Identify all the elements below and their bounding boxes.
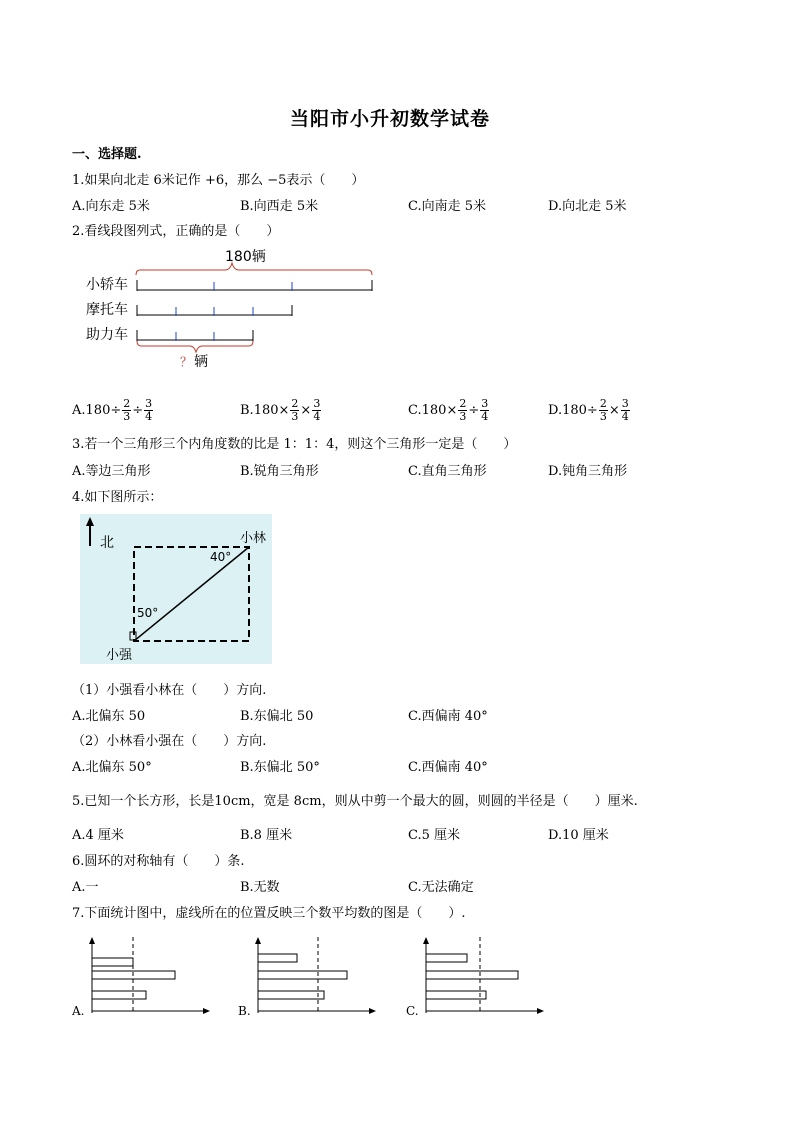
q7-b-bar-2 bbox=[258, 971, 347, 979]
q2-b-frac2: $\frac{3}{4}$ bbox=[313, 397, 321, 423]
q3-option-c[interactable]: C.直角三角形 bbox=[408, 464, 487, 479]
q1-option-d[interactable]: D.向北走 5米 bbox=[548, 199, 627, 214]
q2-d-number: 180 bbox=[562, 403, 587, 418]
q7-a-bar-1 bbox=[92, 958, 133, 966]
q7-b-bar-3 bbox=[258, 991, 324, 999]
q2-b-number: 180 bbox=[253, 403, 279, 418]
question-3-stem: 3.若一个三角形三个内角度数的比是 1：1：4，则这个三角形一定是（ ） bbox=[72, 437, 517, 452]
xiaoqiang-label: 小强 bbox=[106, 648, 133, 663]
question-mark: ？ bbox=[180, 355, 193, 369]
q2-c-op2: ÷ bbox=[468, 403, 480, 418]
q7-c-bar-1 bbox=[426, 954, 467, 962]
angle-40-label: 40° bbox=[210, 550, 232, 564]
q2-a-op1: ÷ bbox=[110, 403, 122, 418]
q6-option-a[interactable]: A.一 bbox=[72, 880, 99, 895]
q4-sub2-option-b[interactable]: B.东偏北 50° bbox=[240, 760, 320, 775]
q2-option-a[interactable] bbox=[72, 398, 154, 423]
q7-c-y-arrow bbox=[423, 937, 429, 944]
q3-option-b[interactable]: B.锐角三角形 bbox=[240, 464, 319, 479]
q2-d-frac2: $\frac{3}{4}$ bbox=[621, 397, 629, 423]
q2-option-c[interactable] bbox=[408, 398, 490, 423]
q4-sub2-option-c[interactable]: C.西偏南 40° bbox=[408, 760, 488, 775]
north-label: 北 bbox=[100, 535, 114, 551]
q5-option-a[interactable]: A.4 厘米 bbox=[72, 828, 124, 843]
q4-sub1-option-b[interactable]: B.东偏北 50 bbox=[240, 709, 314, 724]
q4-sub2-option-a[interactable]: A.北偏东 50° bbox=[72, 760, 152, 775]
q7-b-label: B. bbox=[238, 1004, 251, 1018]
q2-a-frac1: $\frac{2}{3}$ bbox=[123, 397, 131, 423]
q4-sub2-stem: （2）小林看小强在（ ）方向. bbox=[72, 734, 267, 749]
question-4-stem: 4.如下图所示： bbox=[72, 490, 163, 505]
q5-option-b[interactable]: B.8 厘米 bbox=[240, 828, 293, 843]
row-label-assist: 助力车 bbox=[86, 327, 128, 343]
q2-option-b[interactable] bbox=[240, 398, 322, 423]
segment-diagram bbox=[80, 245, 380, 375]
question-brace bbox=[137, 341, 253, 352]
total-label: 180辆 bbox=[225, 249, 266, 265]
q2-a-number: 180 bbox=[85, 403, 111, 418]
q4-sub1-stem: （1）小强看小林在（ ）方向. bbox=[72, 683, 267, 698]
q7-b-x-arrow bbox=[369, 1008, 376, 1014]
q2-c-letter: C. bbox=[408, 403, 422, 418]
q2-option-d[interactable] bbox=[548, 398, 631, 423]
q1-option-b[interactable]: B.向西走 5米 bbox=[240, 199, 319, 214]
q7-c-bar-2 bbox=[426, 971, 518, 979]
q7-b-y-arrow bbox=[255, 937, 261, 944]
row-label-car: 小轿车 bbox=[86, 277, 128, 293]
q2-b-op1: × bbox=[278, 403, 290, 418]
q7-a-y-arrow bbox=[89, 937, 95, 944]
segment-diagram-svg bbox=[80, 245, 380, 375]
row-label-moto: 摩托车 bbox=[86, 302, 128, 318]
q2-c-frac2: $\frac{3}{4}$ bbox=[481, 397, 489, 423]
xiaolin-label: 小林 bbox=[240, 531, 267, 546]
q1-option-a[interactable]: A.向东走 5米 bbox=[72, 199, 150, 214]
q7-a-x-arrow bbox=[203, 1008, 210, 1014]
north-arrow-icon bbox=[86, 517, 94, 526]
q7-c-label: C. bbox=[406, 1004, 419, 1018]
q2-a-frac2: $\frac{3}{4}$ bbox=[145, 397, 153, 423]
q7-c-bar-3 bbox=[426, 991, 486, 999]
q2-b-letter: B. bbox=[240, 403, 254, 418]
q2-a-letter: A. bbox=[72, 403, 86, 418]
q7-c-x-arrow bbox=[537, 1008, 544, 1014]
q7-chart-b[interactable] bbox=[238, 935, 388, 1021]
question-7-stem: 7.下面统计图中，虚线所在的位置反映三个数平均数的图是（ ）. bbox=[72, 906, 466, 921]
q6-option-b[interactable]: B.无数 bbox=[240, 880, 280, 895]
q7-b-bar-1 bbox=[258, 954, 297, 962]
section-heading: 一、选择题. bbox=[72, 147, 142, 162]
q5-option-d[interactable]: D.10 厘米 bbox=[548, 828, 609, 843]
q2-b-frac1: $\frac{2}{3}$ bbox=[291, 397, 299, 423]
question-6-stem: 6.圆环的对称轴有（ ）条. bbox=[72, 854, 245, 869]
q3-option-a[interactable]: A.等边三角形 bbox=[72, 464, 151, 479]
question-1-stem: 1.如果向北走 6米记作 +6，那么 −5表示（ ） bbox=[72, 173, 365, 188]
direction-figure-svg bbox=[80, 514, 272, 664]
q7-chart-c-svg bbox=[406, 935, 556, 1021]
q2-d-frac1: $\frac{2}{3}$ bbox=[599, 397, 607, 423]
angle-50-label: 50° bbox=[137, 606, 159, 620]
question-2-stem: 2.看线段图列式，正确的是（ ） bbox=[72, 224, 280, 239]
q7-chart-b-svg bbox=[238, 935, 388, 1021]
q7-a-bar-3 bbox=[92, 991, 146, 999]
sight-line bbox=[134, 547, 249, 641]
q3-option-d[interactable]: D.钝角三角形 bbox=[548, 464, 628, 479]
q2-c-number: 180 bbox=[421, 403, 447, 418]
q7-chart-c[interactable] bbox=[406, 935, 556, 1021]
q5-option-c[interactable]: C.5 厘米 bbox=[408, 828, 461, 843]
q2-b-op2: × bbox=[300, 403, 312, 418]
question-unit: 辆 bbox=[194, 354, 208, 370]
q2-c-frac1: $\frac{2}{3}$ bbox=[459, 397, 467, 423]
page-title: 当阳市小升初数学试卷 bbox=[290, 108, 491, 130]
q2-c-op1: × bbox=[446, 403, 458, 418]
q7-chart-a[interactable] bbox=[72, 935, 222, 1021]
q4-sub1-option-a[interactable]: A.北偏东 50 bbox=[72, 709, 146, 724]
direction-figure bbox=[80, 514, 272, 664]
q1-option-c[interactable]: C.向南走 5米 bbox=[408, 199, 487, 214]
question-5-stem: 5.已知一个长方形，长是10cm，宽是 8cm，则从中剪一个最大的圆，则圆的半径是（ ）厘米. bbox=[72, 794, 638, 809]
q7-a-label: A. bbox=[72, 1004, 85, 1018]
q2-a-op2: ÷ bbox=[132, 403, 144, 418]
q2-d-op2: × bbox=[608, 403, 620, 418]
q7-chart-a-svg bbox=[72, 935, 222, 1021]
q4-sub1-option-c[interactable]: C.西偏南 40° bbox=[408, 709, 488, 724]
q6-option-c[interactable]: C.无法确定 bbox=[408, 880, 474, 895]
q2-d-letter: D. bbox=[548, 403, 563, 418]
q2-d-op1: ÷ bbox=[586, 403, 598, 418]
